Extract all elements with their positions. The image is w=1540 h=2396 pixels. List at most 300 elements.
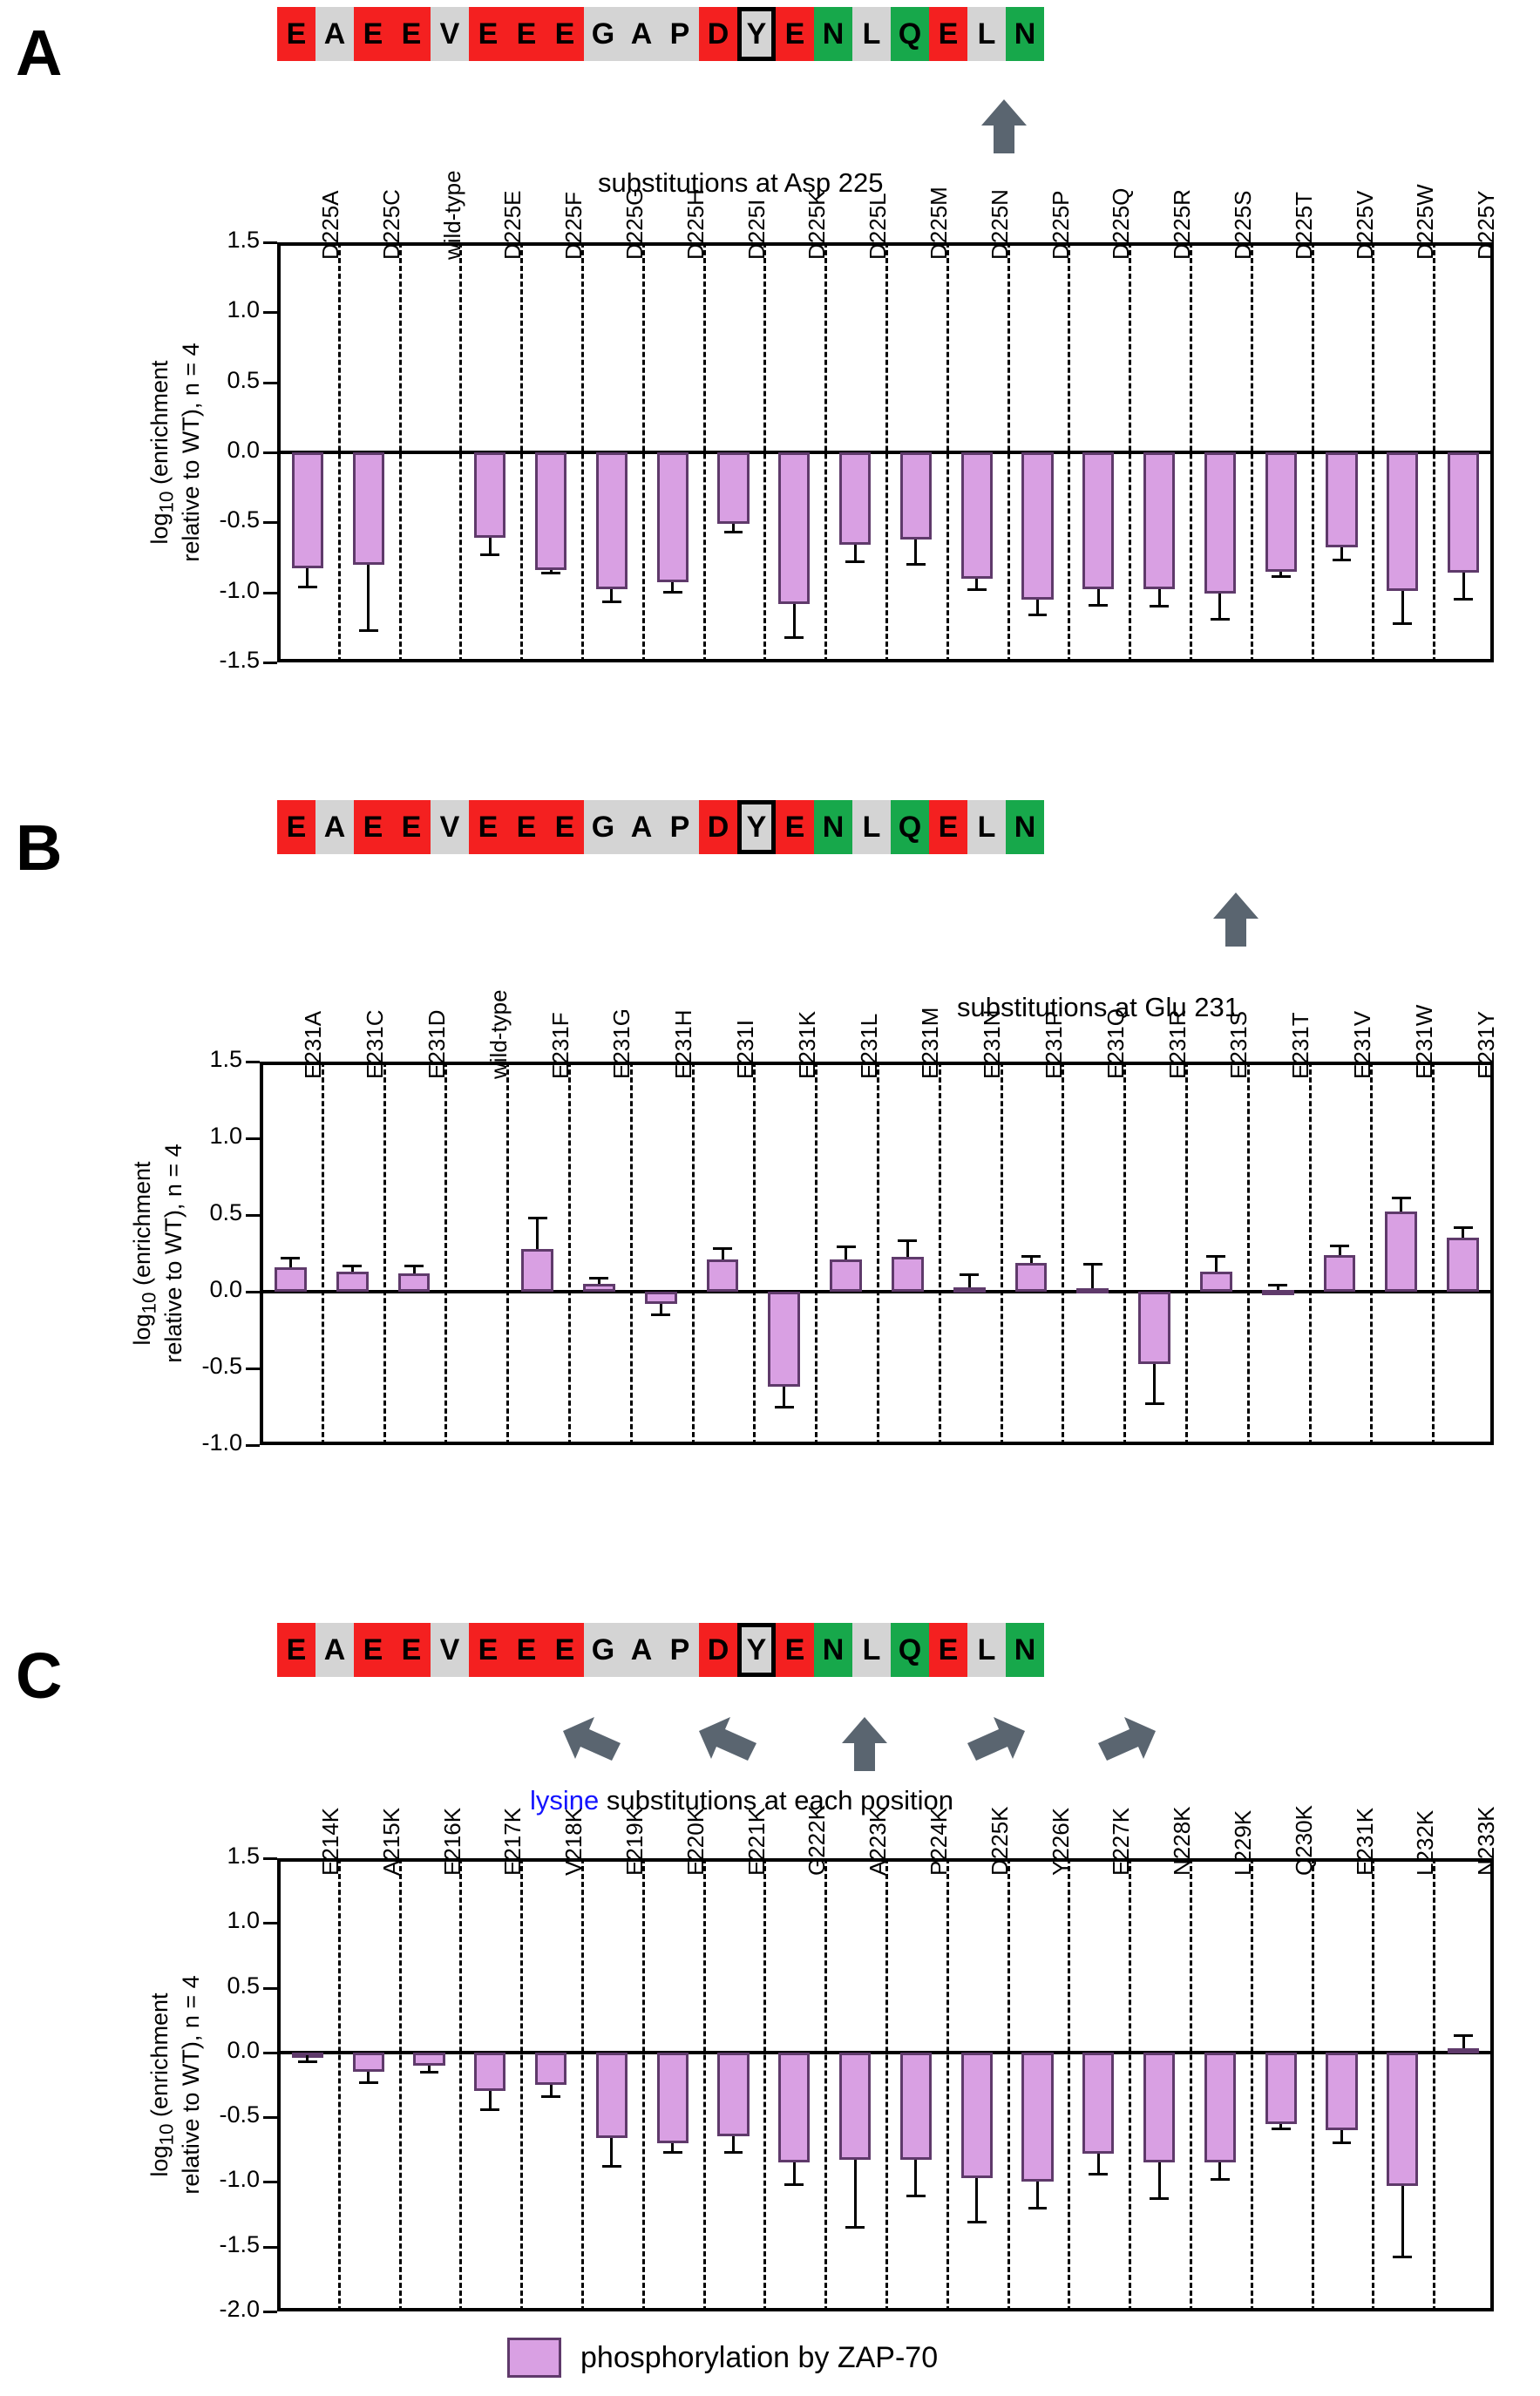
error-bar [1462,573,1465,600]
category-label: E221K [743,1807,770,1876]
error-bar-cap [1211,618,1230,621]
bar [275,1267,307,1292]
category-label: D225E [499,190,526,260]
error-bar [722,1249,724,1259]
error-bar [793,2162,796,2184]
bar [961,452,993,579]
y-tick-label: 0.5 [227,366,260,393]
category-label: D225T [1290,191,1317,260]
bar [1326,452,1357,547]
error-bar [968,1275,971,1287]
residue-1: E [277,800,315,854]
category-separator [1372,1858,1374,2311]
residue-2: A [315,800,354,854]
category-label: D225C [377,189,404,260]
y-tick-mark [263,2116,277,2119]
category-separator [877,1062,879,1445]
error-bar-cap [1393,2256,1412,2258]
category-separator [1309,1062,1312,1445]
bar [778,2053,810,2162]
bar [961,2053,993,2178]
error-bar-cap [784,636,804,639]
residue-8: E [546,7,584,61]
error-bar-cap [602,2165,621,2168]
category-label: N233K [1473,1806,1500,1876]
residue-11: P [661,1623,699,1677]
y-tick-label: 0.0 [209,1276,242,1302]
error-bar-cap [1028,614,1048,616]
bar [474,452,505,538]
residue-7: E [507,800,546,854]
bar [1021,452,1053,600]
error-bar-cap [1272,2128,1291,2130]
category-label: E231Y [1472,1010,1499,1079]
category-separator [1068,242,1070,662]
bar [1387,452,1418,591]
bar [353,2053,384,2072]
y-axis-title-line2: relative to WT), n = 4 [160,1144,187,1363]
error-bar-cap [845,560,865,563]
residue-4: E [392,1623,431,1677]
error-bar [489,2091,492,2109]
category-separator [824,1858,827,2311]
category-label: D225W [1412,184,1439,260]
category-separator [399,1858,402,2311]
y-axis-title-line1: $\log_{10}$ (enrichment [129,1161,160,1346]
y-tick-mark [263,241,277,244]
category-separator [520,1858,523,2311]
category-separator [824,242,827,662]
y-axis-title-line2: relative to WT), n = 4 [178,1975,205,2195]
error-bar-cap [1392,1197,1411,1199]
residue-8: E [546,800,584,854]
bar [336,1272,369,1292]
bar [1265,2053,1297,2124]
bar [596,2053,628,2138]
error-bar [1218,2162,1221,2179]
bar [1015,1263,1048,1292]
category-separator [1129,242,1131,662]
sequence-strip-c [277,1623,1044,1677]
error-bar-cap [1393,622,1412,625]
error-bar [1218,594,1221,619]
error-bar-cap [784,2183,804,2186]
legend [507,2338,938,2378]
error-bar [1462,2036,1465,2049]
error-bar [1401,2186,1404,2257]
error-bar-cap [528,1217,547,1219]
residue-11: P [661,7,699,61]
error-bar [1091,1264,1094,1288]
error-bar [306,568,309,587]
y-tick-mark [263,592,277,594]
error-bar [854,545,857,561]
y-tick-mark [263,311,277,314]
category-label: D225K [804,190,831,260]
category-separator [885,1858,888,2311]
residue-15: N [814,1623,852,1677]
category-label: D225K [986,1806,1013,1876]
y-axis-title-line2: relative to WT), n = 4 [178,343,205,562]
residue-16: L [852,7,891,61]
category-label: E219K [621,1807,648,1876]
error-bar [536,1218,539,1249]
y-tick-label: 0.5 [227,1972,260,1999]
category-separator [506,1062,509,1445]
error-bar-cap [480,553,499,556]
category-label: V218K [560,1807,587,1876]
residue-13: Y [737,800,776,854]
residue-1: E [277,1623,315,1677]
bar [398,1273,431,1292]
y-tick-label: -1.5 [219,647,260,673]
bar [707,1259,739,1292]
category-separator [1370,1062,1373,1445]
category-label: E231S [1225,1010,1252,1079]
bar [1200,1272,1232,1292]
error-bar-cap [541,572,560,574]
error-bar-cap [724,531,743,533]
panel-a-letter: A [16,17,63,89]
y-tick-label: -1.0 [219,2166,260,2193]
error-bar-cap [967,2221,987,2223]
residue-8: E [546,1623,584,1677]
error-bar [610,2138,613,2167]
y-tick-mark [246,1291,260,1293]
residue-3: E [354,7,392,61]
category-label: L229K [1229,1809,1256,1876]
error-bar-cap [359,629,378,632]
bar [1076,1288,1109,1293]
category-separator [383,1062,386,1445]
category-separator [520,242,523,662]
residue-13: Y [737,7,776,61]
error-bar [1097,2154,1100,2175]
bar [1387,2053,1418,2186]
category-separator [1433,1858,1435,2311]
bar [1385,1212,1417,1292]
y-tick-label: 0.0 [227,2036,260,2063]
category-separator [946,1858,949,2311]
bar [900,2053,932,2160]
category-separator [581,242,584,662]
residue-9: G [584,7,622,61]
category-label: E231A [300,1010,327,1079]
category-label: D225Y [1473,190,1500,260]
bar [474,2053,505,2092]
arrow-up-asp225 [978,98,1030,160]
category-label: D225Q [1108,187,1135,260]
category-label: E231G [608,1008,635,1079]
category-label: E231C [362,1009,389,1079]
error-bar-cap [651,1313,670,1316]
category-separator [1001,1062,1003,1445]
residue-18: E [929,800,967,854]
error-bar [914,2160,917,2196]
error-bar [732,2136,735,2152]
category-separator [939,1062,941,1445]
bar [1204,452,1236,594]
error-bar-cap [1333,2141,1352,2144]
residue-12: D [699,1623,737,1677]
error-bar-cap [1333,559,1352,561]
category-label: E231F [546,1012,573,1079]
y-tick-mark [263,521,277,524]
error-bar [489,538,492,554]
y-tick-mark [263,1987,277,1990]
category-separator [444,1062,447,1445]
category-separator [1190,1858,1192,2311]
error-bar-cap [1454,598,1473,601]
bar [839,452,871,545]
category-label: A223K [865,1807,892,1876]
y-tick-mark [263,1922,277,1924]
residue-12: D [699,800,737,854]
category-label: D225M [925,187,952,260]
bar [900,452,932,540]
caption-c-lysine: lysine [530,1785,600,1816]
category-label: D225G [621,187,648,260]
category-separator [753,1062,756,1445]
category-label: E231I [732,1020,758,1079]
residue-4: E [392,800,431,854]
arrow-diag-right-1 [962,1715,1028,1777]
error-bar [1158,589,1161,606]
category-separator [459,1858,462,2311]
error-bar [914,540,917,565]
y-tick-label: -0.5 [201,1353,242,1379]
error-bar [1036,2182,1039,2208]
legend-label: phosphorylation by ZAP-70 [580,2340,939,2374]
y-tick-label: -2.0 [219,2296,260,2322]
arrow-up-glu231 [1210,891,1262,953]
error-bar-cap [1454,1226,1473,1229]
error-bar-cap [1330,1245,1349,1247]
error-bar [845,1247,847,1259]
residue-20: N [1006,7,1044,61]
residue-16: L [852,1623,891,1677]
error-bar-cap [663,591,682,594]
category-label: P224K [925,1807,952,1876]
residue-19: L [967,1623,1006,1677]
arrow-diag-left-2 [695,1715,762,1777]
error-bar [906,1241,909,1257]
category-separator [1123,1062,1126,1445]
category-separator [459,242,462,662]
category-separator [322,1062,324,1445]
error-bar [1153,1364,1156,1404]
y-axis-title-C [146,1858,205,2311]
bar [1448,452,1479,573]
error-bar-cap [1028,2207,1048,2209]
bar [1448,2048,1479,2053]
error-bar-cap [281,1257,300,1259]
category-separator [1062,1062,1064,1445]
error-bar-cap [663,2151,682,2154]
y-axis-title-line1: $\log_{10}$ (enrichment [146,360,178,545]
error-bar [1400,1198,1402,1212]
y-tick-label: -1.0 [201,1429,242,1456]
bar [1326,2053,1357,2130]
y-tick-mark [263,2181,277,2183]
residue-5: V [431,1623,469,1677]
y-tick-label: -0.5 [219,506,260,533]
error-bar-cap [845,2226,865,2229]
category-separator [1190,242,1192,662]
y-tick-label: 1.0 [209,1123,242,1149]
y-axis-title-B [129,1062,187,1445]
chart-c [0,1805,1540,2329]
error-bar [975,2178,978,2223]
y-tick-mark [246,1444,260,1447]
error-bar-cap [1089,2173,1108,2175]
error-bar [854,2160,857,2227]
category-label: E217K [499,1807,526,1876]
category-label: E231L [855,1013,882,1079]
residue-14: E [776,1623,814,1677]
y-tick-label: -1.0 [219,576,260,603]
y-tick-label: -1.5 [219,2230,260,2257]
category-label: wild-type [485,989,512,1079]
category-label: E231Q [1102,1008,1129,1079]
residue-17: Q [891,1623,929,1677]
category-label: A215K [377,1807,404,1876]
error-bar-cap [1206,1255,1225,1258]
bar [1021,2053,1053,2182]
bar [1204,2053,1236,2162]
residue-5: V [431,7,469,61]
category-separator [946,242,949,662]
category-label: E227K [1108,1807,1135,1876]
error-bar-cap [1089,604,1108,607]
category-separator [692,1062,695,1445]
error-bar-cap [1268,1284,1287,1286]
category-separator [581,1858,584,2311]
category-separator [1372,242,1374,662]
category-label: E231P [1041,1010,1067,1079]
category-separator [1247,1062,1250,1445]
error-bar [1158,2162,1161,2199]
bar [657,452,689,582]
error-bar-cap [589,1277,608,1279]
category-label: E231H [670,1009,697,1079]
bar [413,2053,444,2066]
category-label: D225F [560,191,587,260]
bar [953,1287,986,1293]
category-separator [1433,242,1435,662]
y-tick-mark [263,382,277,384]
category-separator [642,1858,645,2311]
category-label: E231V [1349,1010,1375,1079]
residue-9: G [584,800,622,854]
y-tick-mark [263,2246,277,2249]
arrow-diag-right-2 [1093,1715,1159,1777]
category-label: E220K [682,1807,709,1876]
category-label: N228K [1169,1806,1196,1876]
y-tick-mark [246,1214,260,1217]
y-tick-mark [263,451,277,454]
bar [535,2053,566,2085]
category-separator [703,242,706,662]
category-label: E216K [438,1807,465,1876]
category-separator [568,1062,571,1445]
error-bar-cap [1021,1255,1041,1258]
y-tick-mark [263,662,277,664]
category-label: D225N [986,189,1013,260]
bar [657,2053,689,2143]
bar [768,1292,800,1387]
error-bar-cap [967,588,987,591]
residue-16: L [852,800,891,854]
error-bar-cap [960,1273,979,1276]
category-separator [763,1858,766,2311]
caption-c-rest: substitutions at each position [599,1785,953,1816]
y-tick-mark [246,1061,260,1063]
category-separator [1251,1858,1253,2311]
bar [1143,452,1175,589]
error-bar-cap [906,563,926,566]
y-tick-label: 1.5 [209,1046,242,1072]
y-tick-mark [263,1857,277,1860]
y-axis-title-line1: $\log_{10}$ (enrichment [146,1992,178,2177]
residue-7: E [507,1623,546,1677]
category-separator [1007,1858,1010,2311]
error-bar-cap [343,1265,362,1267]
category-label: E231K [1351,1807,1378,1876]
y-tick-mark [246,1137,260,1140]
category-separator [885,242,888,662]
category-label: D225A [316,190,343,260]
bar [892,1257,924,1292]
error-bar-cap [1150,2197,1169,2200]
error-bar-cap [1454,2034,1473,2037]
y-tick-label: 1.5 [227,227,260,253]
error-bar [289,1258,292,1267]
error-bar-cap [480,2108,499,2111]
error-bar [1401,591,1404,623]
category-label: E231W [1410,1004,1437,1079]
sequence-strip-a [277,7,1044,61]
category-label: D225I [743,199,770,260]
y-axis-title-A [146,242,205,662]
category-separator [1007,242,1010,662]
category-label: wild-type [438,170,465,260]
residue-11: P [661,800,699,854]
error-bar-cap [724,2151,743,2154]
bar [830,1259,862,1292]
category-label: G222K [804,1805,831,1876]
panel-b-letter: B [16,811,63,884]
bar [645,1292,677,1304]
bar [1324,1255,1356,1292]
error-bar-cap [775,1406,794,1408]
residue-10: A [622,7,661,61]
category-label: D225L [865,193,892,260]
bar [1262,1290,1294,1295]
category-separator [815,1062,817,1445]
y-tick-label: 1.0 [227,296,260,323]
residue-2: A [315,7,354,61]
residue-18: E [929,7,967,61]
residue-15: N [814,7,852,61]
residue-17: Q [891,7,929,61]
residue-18: E [929,1623,967,1677]
category-label: D225V [1351,190,1378,260]
category-label: D225R [1169,189,1196,260]
residue-6: E [469,800,507,854]
bar [1082,2053,1114,2154]
category-label: D225H [682,189,709,260]
